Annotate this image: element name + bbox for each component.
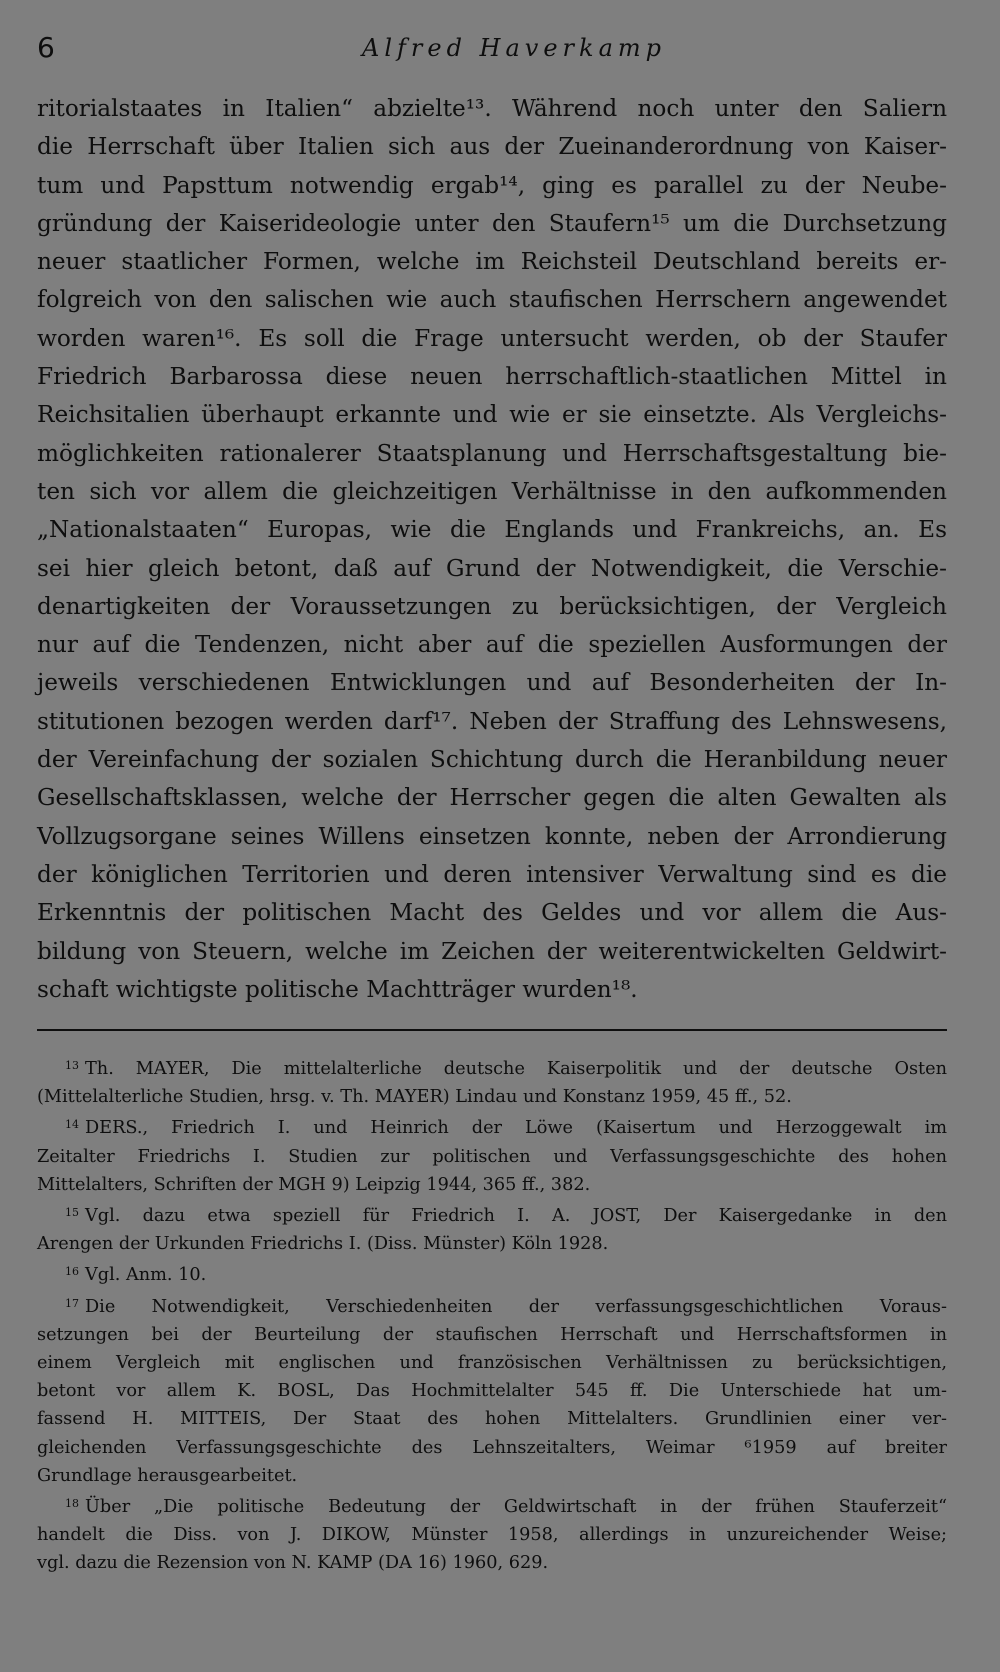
footnote-line	[37, 1171, 947, 1199]
footnote-text: handelt die Diss. von J. DIKOW, Münster 1958, allerdings in unzureichender Weise;	[37, 1525, 947, 1546]
body-line: die Herrschaft über Italien sich aus der Zueinanderordnung von Kaiser-	[37, 133, 947, 161]
footnote-text: Vgl. dazu etwa speziell für Friedrich I. A. JOST, Der Kaisergedanke in den	[85, 1206, 947, 1227]
footnote-text: Arengen der Urkunden Friedrichs I. (Diss. Münster) Köln 1928.	[37, 1234, 609, 1255]
footnote-number: 15	[65, 1206, 79, 1220]
body-line: bildung von Steuern, welche im Zeichen der weiterentwickelten Geldwirt-	[37, 937, 947, 965]
footnote-text: Th. MAYER, Die mittelalterliche deutsche Kaiserpolitik und der deutsche Osten	[85, 1059, 947, 1079]
footnote-text: Zeitalter Friedrichs I. Studien zur politischen und Verfassungsgeschichte des hohen	[37, 1146, 947, 1167]
body-line: worden waren¹⁶. Es soll die Frage untersucht werden, ob der Staufer	[37, 324, 947, 352]
footnote-line	[37, 1349, 947, 1377]
footnote-line	[37, 1258, 947, 1289]
page-number: 6	[37, 31, 55, 64]
footnote-text: DERS., Friedrich I. und Heinrich der Löwe (Kaisertum und Herzoggewalt im	[85, 1118, 947, 1139]
body-line: stitutionen bezogen werden darf¹⁷. Neben der Straffung des Lehnswesens,	[37, 707, 947, 735]
body-line: schaft wichtigste politische Machtträger wurden¹⁸.	[37, 975, 638, 1003]
footnote-text: setzungen bei der Beurteilung der staufischen Herrschaft und Herrschaftsformen in	[37, 1324, 947, 1345]
footnote-line	[37, 1377, 947, 1405]
footnote-number: 18	[65, 1497, 79, 1511]
footnote-number: 17	[65, 1296, 79, 1310]
body-line: der königlichen Territorien und deren intensiver Verwaltung sind es die	[37, 860, 947, 888]
footnote-text: Grundlage herausgearbeitet.	[37, 1465, 298, 1486]
footnote-line	[37, 1490, 947, 1521]
footnote-line	[37, 1290, 947, 1321]
body-line: Friedrich Barbarossa diese neuen herrschaftlich-staatlichen Mittel in	[37, 363, 947, 391]
footnote-line	[37, 1521, 947, 1549]
footnote	[37, 1111, 947, 1199]
footnote-text: Die Notwendigkeit, Verschiedenheiten der verfassungsgeschichtlichen Voraus-	[85, 1296, 947, 1317]
footnote-text: gleichenden Verfassungsgeschichte des Lehnszeitalters, Weimar ⁶1959 auf breiter	[37, 1437, 947, 1458]
body-line: ritorialstaates in Italien“ abzielte¹³. Während noch unter den Saliern	[37, 95, 947, 122]
body-line: folgreich von den salischen wie auch staufischen Herrschern angewendet	[37, 286, 947, 314]
running-header-author: Alfred Haverkamp	[362, 34, 667, 62]
body-line: tum und Papsttum notwendig ergab¹⁴, ging es parallel zu der Neube-	[37, 171, 947, 199]
footnote-separator-rule	[37, 1029, 947, 1031]
body-line: jeweils verschiedenen Entwicklungen und auf Besonderheiten der In-	[37, 669, 947, 697]
footnote-line	[37, 1321, 947, 1349]
body-line: Gesellschaftsklassen, welche der Herrscher gegen die alten Gewalten als	[37, 784, 947, 812]
footnote-number: 13	[65, 1059, 79, 1072]
footnote	[37, 1199, 947, 1258]
footnote-line	[37, 1052, 947, 1083]
body-line: „Nationalstaaten“ Europas, wie die Englands und Frankreichs, an. Es	[37, 516, 947, 544]
footnote-text: (Mittelalterliche Studien, hrsg. v. Th. MAYER) Lindau und Konstanz 1959, 45 ff., 52.	[37, 1087, 792, 1108]
footnote-line	[37, 1199, 947, 1230]
footnote-line	[37, 1462, 947, 1490]
body-line: nur auf die Tendenzen, nicht aber auf die speziellen Ausformungen der	[37, 631, 947, 659]
body-line: Reichsitalien überhaupt erkannte und wie er sie einsetzte. Als Vergleichs-	[37, 401, 947, 429]
footnote-number: 16	[65, 1265, 79, 1279]
footnote-line	[37, 1230, 947, 1258]
body-line: ten sich vor allem die gleichzeitigen Verhältnisse in den aufkommenden	[37, 477, 947, 505]
body-line: gründung der Kaiserideologie unter den Staufern¹⁵ um die Durchsetzung	[37, 209, 947, 237]
body-text	[37, 90, 947, 1009]
footnote	[37, 1052, 947, 1111]
footnote-text: vgl. dazu die Rezension von N. KAMP (DA 16) 1960, 629.	[37, 1553, 549, 1574]
footnotes	[37, 1052, 947, 1578]
footnote-number: 14	[65, 1118, 79, 1132]
footnote-text: betont vor allem K. BOSL, Das Hochmittelalter 545 ff. Die Unterschiede hat um-	[37, 1381, 947, 1402]
body-line: Vollzugsorgane seines Willens einsetzen konnte, neben der Arrondierung	[37, 822, 947, 850]
footnote	[37, 1258, 947, 1289]
footnote-line	[37, 1111, 947, 1142]
footnote	[37, 1490, 947, 1578]
footnote-line	[37, 1083, 947, 1111]
body-line: neuer staatlicher Formen, welche im Reichsteil Deutschland bereits er-	[37, 248, 947, 276]
footnote	[37, 1290, 947, 1490]
body-line: sei hier gleich betont, daß auf Grund der Notwendigkeit, die Verschie-	[37, 554, 947, 582]
footnote-text: Mittelalters, Schriften der MGH 9) Leipzig 1944, 365 ff., 382.	[37, 1174, 591, 1195]
footnote-text: Vgl. Anm. 10.	[85, 1265, 207, 1286]
footnote-line	[37, 1549, 947, 1577]
footnote-line	[37, 1405, 947, 1433]
footnote-text: Über „Die politische Bedeutung der Geldwirtschaft in der frühen Stauferzeit“	[85, 1497, 947, 1518]
footnote-line	[37, 1143, 947, 1171]
body-line: denartigkeiten der Voraussetzungen zu berücksichtigen, der Vergleich	[37, 592, 947, 620]
body-line: Erkenntnis der politischen Macht des Geldes und vor allem die Aus-	[37, 899, 947, 927]
footnote-text: fassend H. MITTEIS, Der Staat des hohen Mittelalters. Grundlinien einer ver-	[37, 1409, 947, 1430]
body-line: der Vereinfachung der sozialen Schichtung durch die Heranbildung neuer	[37, 746, 947, 774]
footnote-text: einem Vergleich mit englischen und französischen Verhältnissen zu berücksichtigen,	[37, 1353, 947, 1374]
footnote-line	[37, 1434, 947, 1462]
body-line: möglichkeiten rationalerer Staatsplanung und Herrschaftsgestaltung bie-	[37, 439, 947, 467]
